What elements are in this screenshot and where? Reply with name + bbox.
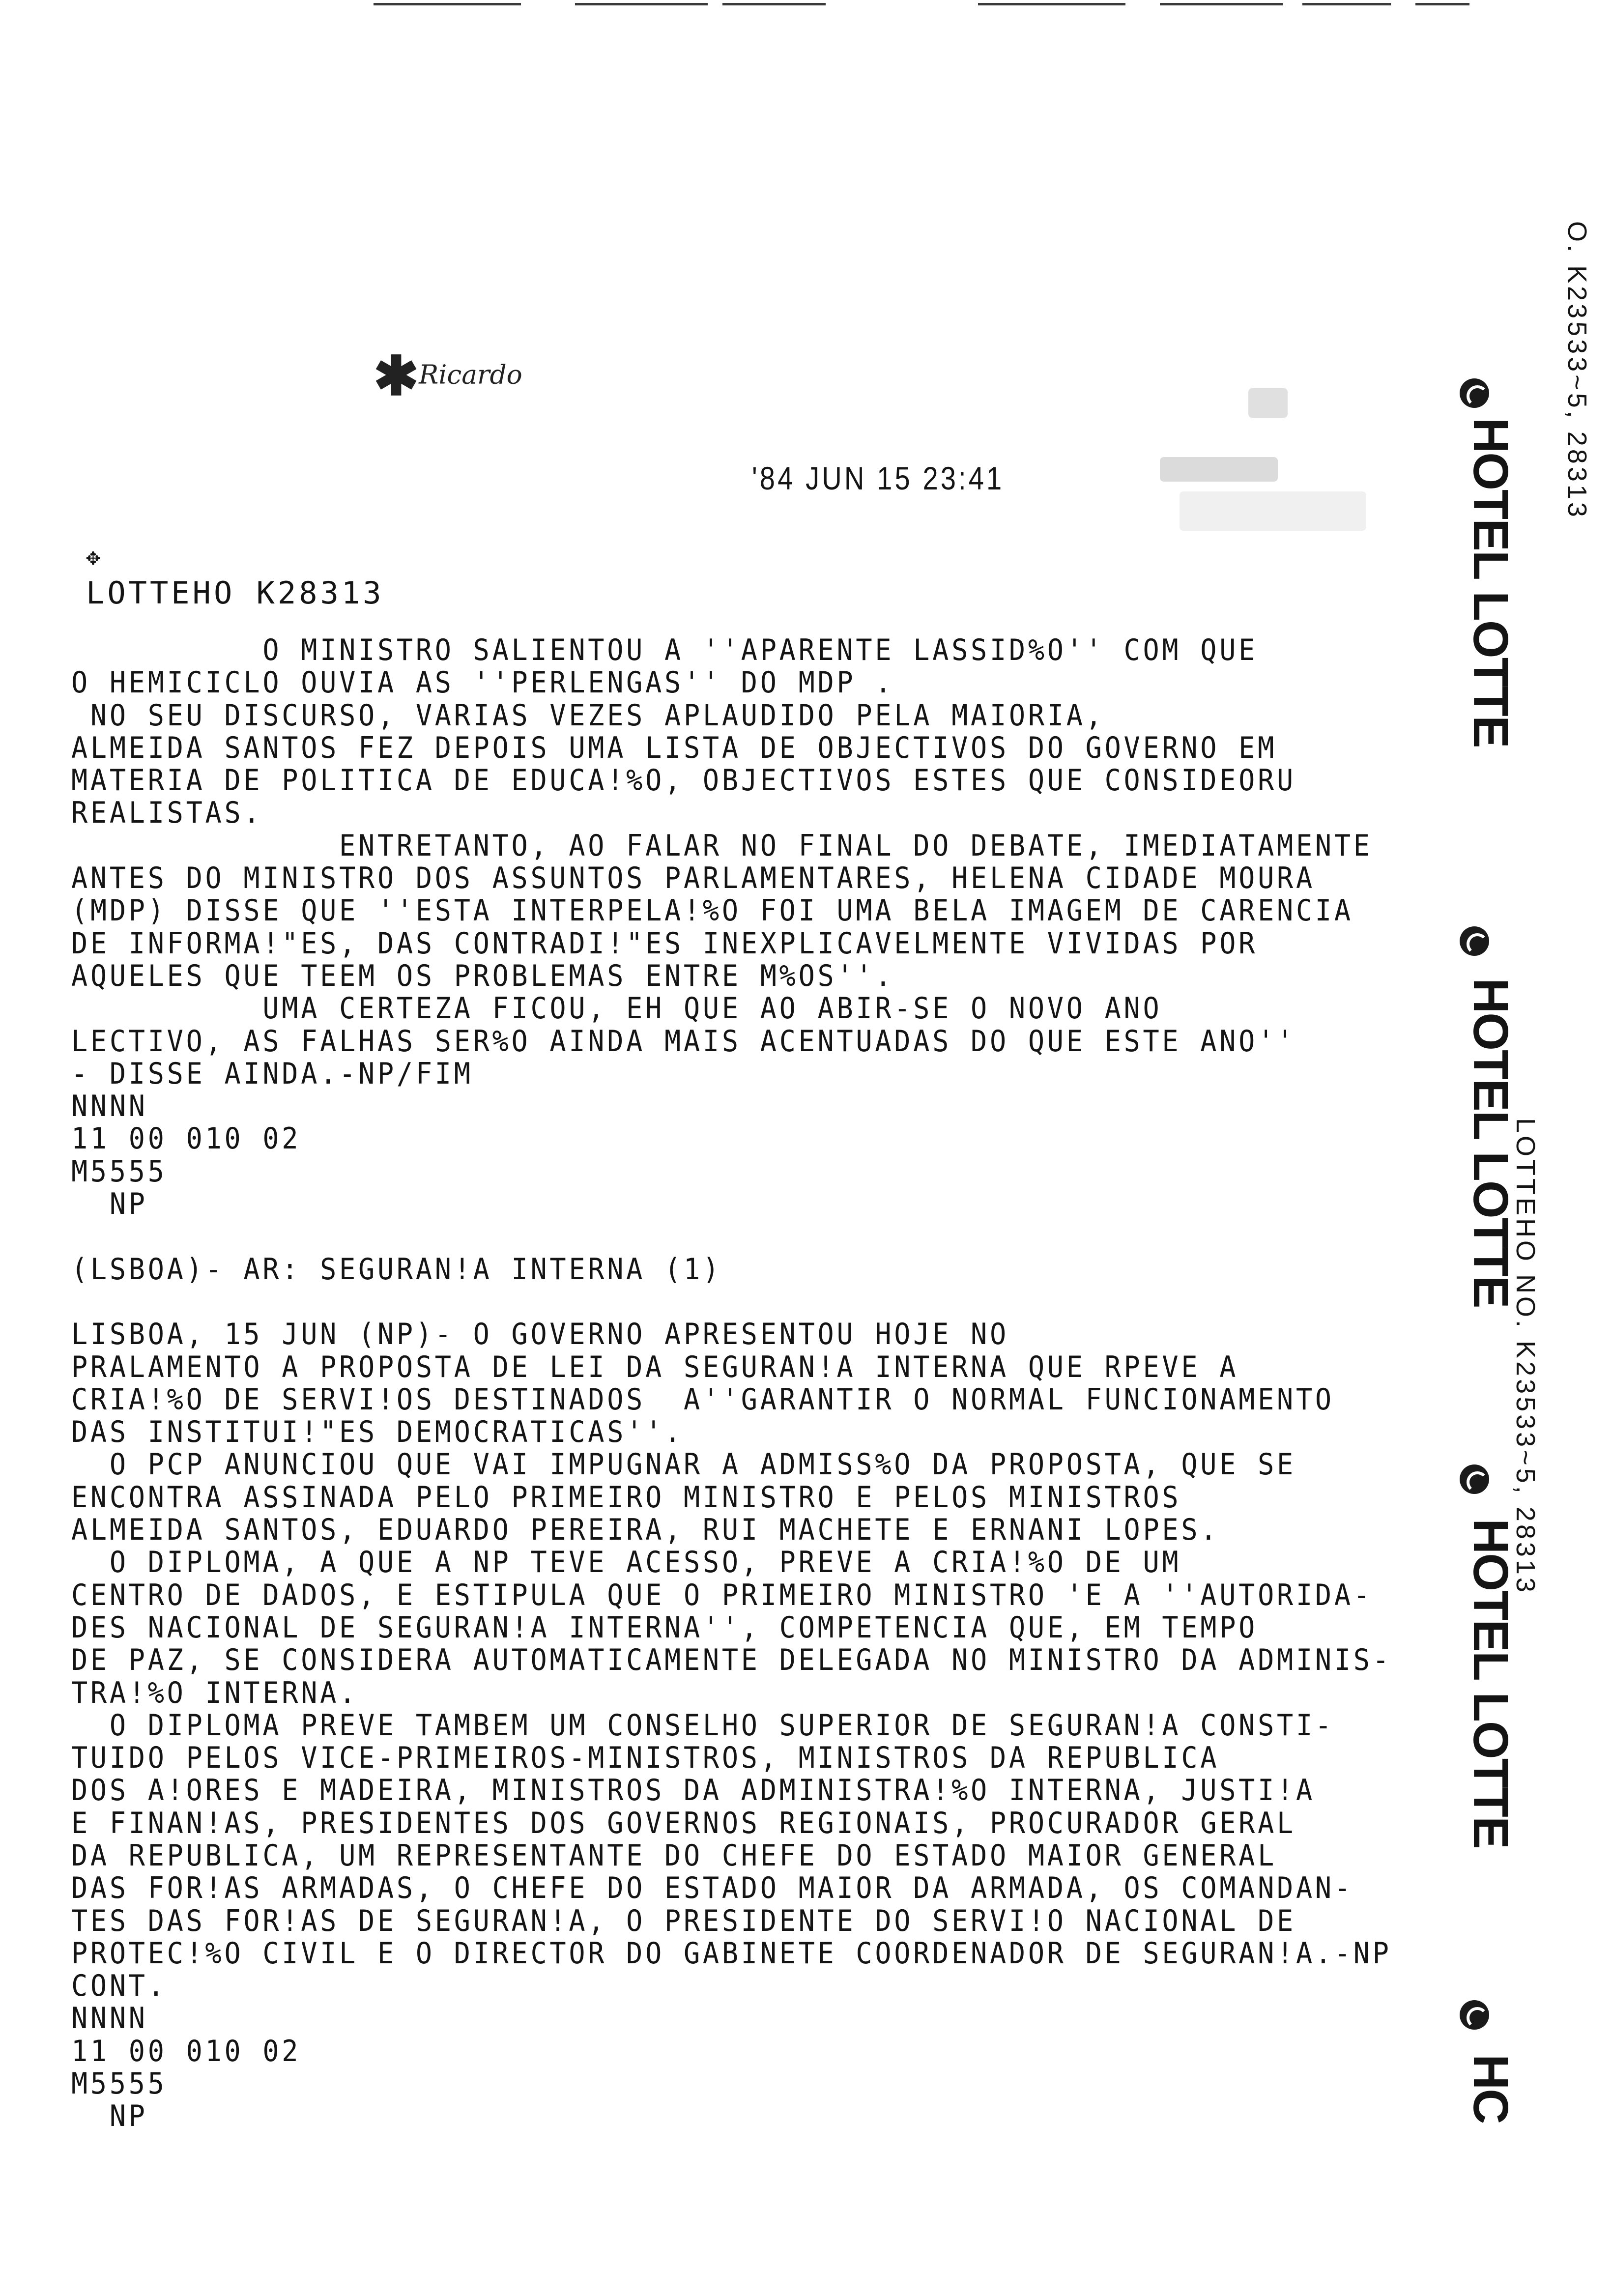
telex-line: DOS A!ORES E MADEIRA, MINISTROS DA ADMINISTRA!%O INTERNA, JUSTI!A xyxy=(71,1773,1315,1808)
telex-line: ALMEIDA SANTOS FEZ DEPOIS UMA LISTA DE OBJECTIVOS DO GOVERNO EM xyxy=(71,730,1277,765)
telex-line: CRIA!%O DE SERVI!OS DESTINADOS A''GARANTIR O NORMAL FUNCIONAMENTO xyxy=(71,1382,1334,1417)
ink-smudge xyxy=(1160,457,1278,482)
telex-line: O PCP ANUNCIOU QUE VAI IMPUGNAR A ADMISS%O DA PROPOSTA, QUE SE xyxy=(71,1447,1296,1482)
telex-line: ANTES DO MINISTRO DOS ASSUNTOS PARLAMENTARES, HELENA CIDADE MOURA xyxy=(71,861,1315,896)
telex-line: (LSBOA)- AR: SEGURAN!A INTERNA (1) xyxy=(71,1252,722,1287)
telex-line: LISBOA, 15 JUN (NP)- O GOVERNO APRESENTOU HOJE NO xyxy=(71,1317,1009,1352)
telex-line: ENTRETANTO, AO FALAR NO FINAL DO DEBATE, IMEDIATAMENTE xyxy=(71,828,1373,863)
telex-line: MATERIA DE POLITICA DE EDUCA!%O, OBJECTIVOS ESTES QUE CONSIDEORU xyxy=(71,763,1296,798)
telex-line: NP xyxy=(71,2099,148,2134)
telex-line: CENTRO DE DADOS, E ESTIPULA QUE O PRIMEIRO MINISTRO 'E A ''AUTORIDA- xyxy=(71,1578,1373,1612)
hotel-lotte-logo-icon xyxy=(1460,926,1489,956)
telex-header xyxy=(86,540,384,610)
letterhead-code-top: O. K23533~5, 28313 xyxy=(1562,221,1592,520)
telex-line: REALISTAS. xyxy=(71,796,263,831)
telex-line: CONT. xyxy=(71,1969,167,2004)
telex-line: O MINISTRO SALIENTOU A ''APARENTE LASSID%O'' COM QUE xyxy=(71,633,1258,667)
telex-line: E FINAN!AS, PRESIDENTES DOS GOVERNOS REGIONAIS, PROCURADOR GERAL xyxy=(71,1806,1296,1840)
ink-smudge xyxy=(1180,491,1366,531)
letterhead-code-mid: LOTTEHO NO. K23533~5, 28313 xyxy=(1511,1118,1540,1595)
telex-line: O HEMICICLO OUVIA AS ''PERLENGAS'' DO MDP . xyxy=(71,665,894,700)
telex-line: ENCONTRA ASSINADA PELO PRIMEIRO MINISTRO E PELOS MINISTROS xyxy=(71,1480,1181,1515)
handwritten-note: Ricardo xyxy=(419,359,522,390)
telex-line: PROTEC!%O CIVIL E O DIRECTOR DO GABINETE COORDENADOR DE SEGURAN!A.-NP xyxy=(71,1936,1392,1971)
telex-line: 11 00 010 02 xyxy=(71,1121,301,1156)
telex-line: DAS INSTITUI!"ES DEMOCRATICAS''. xyxy=(71,1415,684,1450)
telex-line: TES DAS FOR!AS DE SEGURAN!A, O PRESIDENTE DO SERVI!O NACIONAL DE xyxy=(71,1903,1296,1938)
telex-line xyxy=(71,1286,1346,1318)
telex-line: DA REPUBLICA, UM REPRESENTANTE DO CHEFE DO ESTADO MAIOR GENERAL xyxy=(71,1838,1277,1873)
hotel-lotte-logo-icon xyxy=(1460,378,1489,408)
telex-line: TUIDO PELOS VICE-PRIMEIROS-MINISTROS, MINISTROS DA REPUBLICA xyxy=(71,1741,1220,1776)
sender-code: LOTTEHO K28313 xyxy=(86,575,384,611)
asterisk-mark-icon: ✱ xyxy=(374,344,419,407)
telex-line: O DIPLOMA PREVE TAMBEM UM CONSELHO SUPERIOR DE SEGURAN!A CONSTI- xyxy=(71,1708,1334,1743)
telex-line: (MDP) DISSE QUE ''ESTA INTERPELA!%O FOI UMA BELA IMAGEM DE CARENCIA xyxy=(71,893,1353,928)
telex-line: NNNN xyxy=(71,2001,148,2036)
letterhead-name-3: HOTEL LOTTE xyxy=(1463,1519,1518,1848)
telex-line: TRA!%O INTERNA. xyxy=(71,1675,359,1710)
letterhead-name-4: HC xyxy=(1463,2054,1518,2124)
telex-line: NNNN xyxy=(71,1089,148,1124)
letterhead-name-2: HOTEL LOTTE xyxy=(1463,978,1518,1308)
telex-line: DE INFORMA!"ES, DAS CONTRADI!"ES INEXPLICAVELMENTE VIVIDAS POR xyxy=(71,926,1258,961)
header-symbol: ✥ xyxy=(86,543,103,571)
telex-line: - DISSE AINDA.-NP/FIM xyxy=(71,1056,473,1091)
telex-line: NO SEU DISCURSO, VARIAS VEZES APLAUDIDO PELA MAIORIA, xyxy=(71,698,1105,733)
letterhead-name-1: HOTEL LOTTE xyxy=(1463,418,1518,747)
ink-smudge xyxy=(1248,388,1288,418)
telex-line xyxy=(71,1220,1346,1253)
telex-line: O DIPLOMA, A QUE A NP TEVE ACESSO, PREVE A CRIA!%O DE UM xyxy=(71,1545,1181,1580)
top-border xyxy=(0,0,1612,10)
telex-line: UMA CERTEZA FICOU, EH QUE AO ABIR-SE O NOVO ANO xyxy=(71,991,1162,1026)
hotel-lotte-logo-icon xyxy=(1460,1464,1489,1494)
handwritten-annotation xyxy=(374,344,522,407)
telex-line: ALMEIDA SANTOS, EDUARDO PEREIRA, RUI MACHETE E ERNANI LOPES. xyxy=(71,1513,1220,1548)
telex-line: DE PAZ, SE CONSIDERA AUTOMATICAMENTE DELEGADA NO MINISTRO DA ADMINIS- xyxy=(71,1643,1392,1678)
telex-line: LECTIVO, AS FALHAS SER%O AINDA MAIS ACENTUADAS DO QUE ESTE ANO'' xyxy=(71,1024,1296,1059)
telex-line: 11 00 010 02 xyxy=(71,2034,301,2068)
hotel-letterhead xyxy=(1445,0,1602,2296)
telex-body xyxy=(71,633,1392,2134)
telex-line: M5555 xyxy=(71,2066,167,2101)
telex-line: NP xyxy=(71,1187,148,1222)
telex-line: DAS FOR!AS ARMADAS, O CHEFE DO ESTADO MAIOR DA ARMADA, OS COMANDAN- xyxy=(71,1871,1353,1906)
hotel-lotte-logo-icon xyxy=(1460,2000,1489,2030)
telex-line: PRALAMENTO A PROPOSTA DE LEI DA SEGURAN!A INTERNA QUE RPEVE A xyxy=(71,1349,1239,1384)
received-timestamp: '84 JUN 15 23:41 xyxy=(752,460,1005,496)
telex-line: DES NACIONAL DE SEGURAN!A INTERNA'', COMPETENCIA QUE, EM TEMPO xyxy=(71,1610,1258,1645)
telex-line: M5555 xyxy=(71,1154,167,1189)
telex-line: AQUELES QUE TEEM OS PROBLEMAS ENTRE M%OS''. xyxy=(71,958,894,993)
